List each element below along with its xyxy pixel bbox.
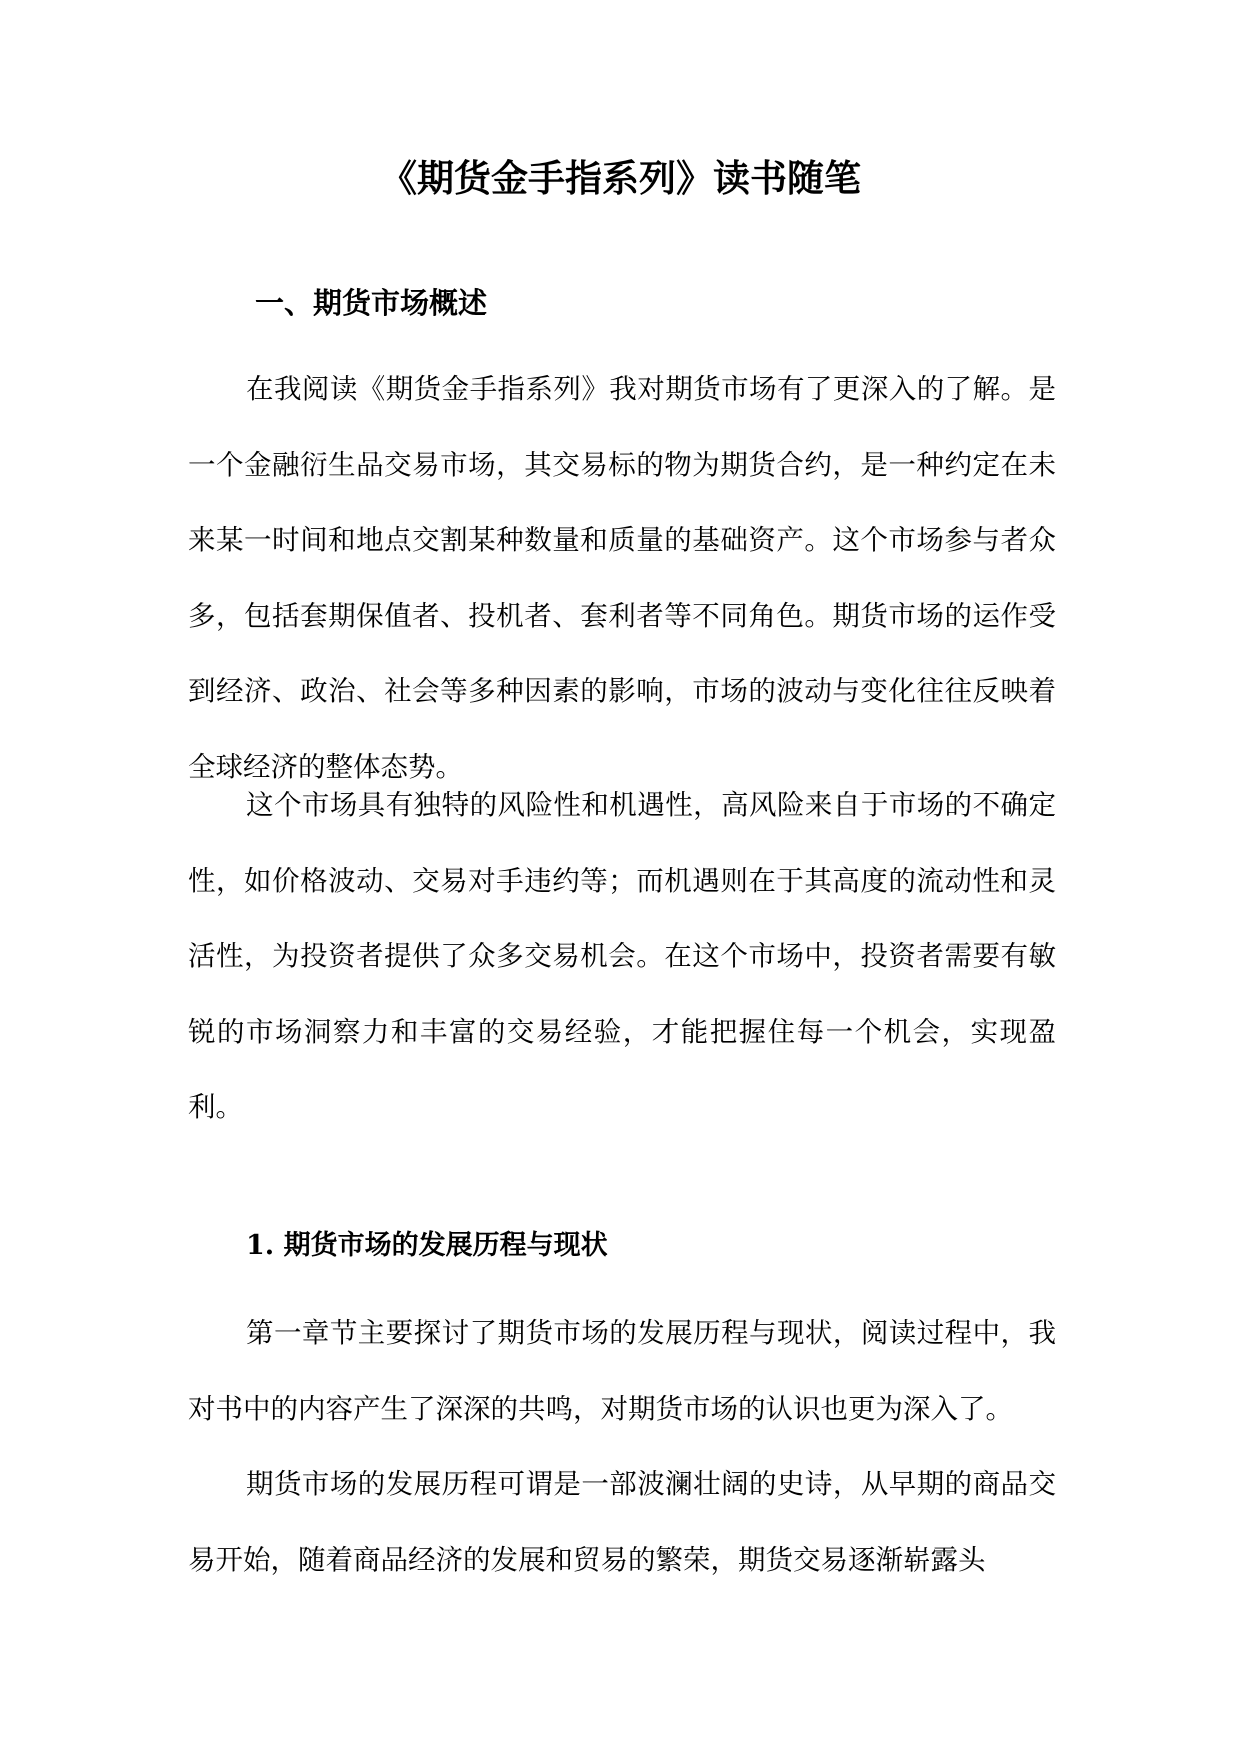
paragraph-market-intro: 在我阅读《期货金手指系列》我对期货市场有了更深入的了解。是一个金融衍生品交易市场，其交易标的物为期货合约，是一种约定在未来某一时间和地点交割某种数量和质量的基础资产。这个市场参与者众多，包括套期保值者、投机者、套利者等不同角色。期货市场的运作受到经济、政治、社会等多种因素的影响，市场的波动与变化往往反映着全球经济的整体态势。 — [188, 373, 1056, 783]
paragraph-risk-opportunity: 这个市场具有独特的风险性和机遇性，高风险来自于市场的不确定性，如价格波动、交易对手违约等；而机遇则在于其高度的流动性和灵活性，为投资者提供了众多交易机会。在这个市场中，投资者需要有敏锐的市场洞察力和丰富的交易经验，才能把握住每一个机会，实现盈利。 — [188, 789, 1056, 1123]
document-title: 《期货金手指系列》读书随笔 — [380, 156, 861, 200]
subsection-heading-history: 1. 期货市场的发展历程与现状 — [246, 1230, 608, 1261]
section-heading-market-overview: 一、期货市场概述 — [255, 286, 488, 320]
paragraph-history: 期货市场的发展历程可谓是一部波澜壮阔的史诗，从早期的商品交易开始，随着商品经济的发展和贸易的繁荣，期货交易逐渐崭露头 — [188, 1468, 1056, 1576]
paragraph-chapter-one: 第一章节主要探讨了期货市场的发展历程与现状，阅读过程中，我对书中的内容产生了深深的共鸣，对期货市场的认识也更为深入了。 — [188, 1317, 1056, 1425]
